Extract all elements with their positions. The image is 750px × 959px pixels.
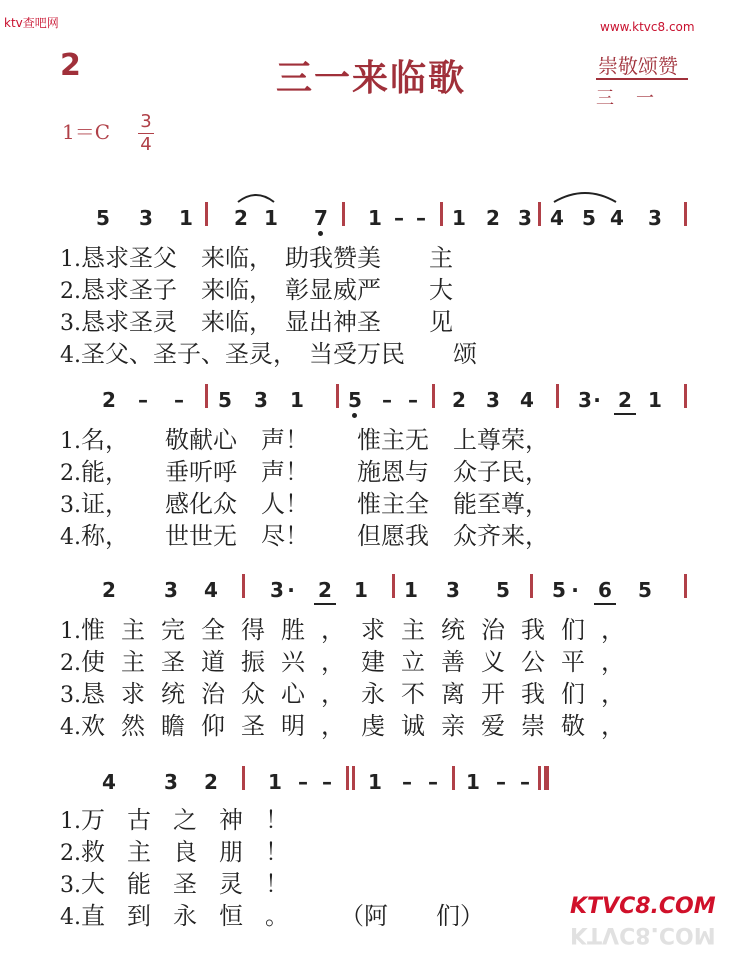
category-underline <box>596 78 688 80</box>
double-barline <box>352 766 355 790</box>
barline <box>242 574 245 598</box>
note: 1 <box>452 206 466 230</box>
note: 4 <box>550 206 564 230</box>
verse-number: 2. <box>60 841 81 866</box>
note: 2 <box>486 206 500 230</box>
note: 2 <box>234 206 248 230</box>
brand-reflection: KTVC8.COM <box>570 922 716 947</box>
lyric-row <box>60 238 453 273</box>
lyric-row <box>60 832 311 867</box>
low-dot <box>318 231 323 236</box>
note: 5 <box>496 578 510 602</box>
note: 3 <box>164 578 178 602</box>
verse-number: 4. <box>60 525 81 550</box>
watermark-left: ktv查吧网 <box>4 16 59 30</box>
verse-number: 1. <box>60 247 81 272</box>
lyric-row <box>60 420 549 455</box>
slur <box>552 188 618 204</box>
verse-number: 2. <box>60 651 81 676</box>
lyric-row <box>60 452 549 487</box>
note-dot: · <box>593 388 601 412</box>
verse-number: 4. <box>60 715 81 740</box>
verse-number: 1. <box>60 619 81 644</box>
song-title: 三一来临歌 <box>276 57 467 99</box>
lyric-row <box>60 484 549 519</box>
watermark-right: www.ktvc8.com <box>600 20 695 34</box>
note: 3 <box>648 206 662 230</box>
lyric-text: 圣父、圣子、圣灵， 当受万民 颂 <box>81 340 477 368</box>
time-sig-top: 3 <box>140 111 152 132</box>
lyric-text: 恳求统治众心，永不离开我们， <box>81 680 641 708</box>
barline <box>205 202 208 226</box>
verse-number: 3. <box>60 873 81 898</box>
barline <box>242 766 245 790</box>
lyric-text: 使主圣道振兴，建立善义公平， <box>81 648 641 676</box>
note-dot: · <box>287 578 295 602</box>
barline <box>342 202 345 226</box>
note: 4 <box>610 206 624 230</box>
lyric-row <box>60 334 477 369</box>
barline <box>684 574 687 598</box>
verse-number: 1. <box>60 429 81 454</box>
note: 1 <box>264 206 278 230</box>
note: – <box>416 206 426 230</box>
time-sig-bottom: 4 <box>140 134 152 155</box>
barline <box>684 384 687 408</box>
verse-number: 3. <box>60 311 81 336</box>
verse-number: 1. <box>60 809 81 834</box>
lyric-row <box>60 800 311 835</box>
barline <box>452 766 455 790</box>
page-number: 2 <box>60 48 81 83</box>
lyric-text: 能， 垂听呼 声！ 施恩与 众子民， <box>81 458 549 486</box>
note: 4 <box>204 578 218 602</box>
note: – <box>174 388 184 412</box>
lyric-row <box>60 674 641 709</box>
note: 1 <box>368 770 382 794</box>
lyric-text: 称， 世世无 尽！ 但愿我 众齐来， <box>81 522 549 550</box>
lyric-row <box>60 864 311 899</box>
end-barline <box>538 766 541 790</box>
note: 2 <box>204 770 218 794</box>
note: – <box>402 770 412 794</box>
lyric-text: 恳求圣父 来临， 助我赞美 主 <box>81 244 453 272</box>
lyric-row <box>60 706 641 741</box>
underline <box>314 603 336 605</box>
note: 1 <box>268 770 282 794</box>
note: – <box>138 388 148 412</box>
note: 3 <box>164 770 178 794</box>
barline <box>205 384 208 408</box>
lyric-text: 恳求圣灵 来临， 显出神圣 见 <box>81 308 453 336</box>
barline <box>432 384 435 408</box>
barline <box>556 384 559 408</box>
note: 5 <box>348 388 362 412</box>
lyric-row <box>60 896 311 931</box>
note: 5 <box>218 388 232 412</box>
lyric-row <box>60 642 641 677</box>
note: 3 <box>578 388 592 412</box>
verse-number: 2. <box>60 279 81 304</box>
barline <box>530 574 533 598</box>
barline <box>440 202 443 226</box>
amen-text: （阿 们） <box>340 902 484 930</box>
note: 5 <box>582 206 596 230</box>
brand-logo: KTVC8.COM <box>570 894 716 919</box>
note: – <box>394 206 404 230</box>
note: – <box>496 770 506 794</box>
note: 5 <box>552 578 566 602</box>
category-sub: 三 一 <box>596 88 656 109</box>
note: 2 <box>618 388 632 412</box>
note: 2 <box>102 388 116 412</box>
verse-number: 3. <box>60 493 81 518</box>
verse-number: 3. <box>60 683 81 708</box>
note: 2 <box>318 578 332 602</box>
verse-number: 2. <box>60 461 81 486</box>
note: 2 <box>452 388 466 412</box>
lyric-text: 名， 敬献心 声！ 惟主无 上尊荣， <box>81 426 549 454</box>
slur <box>236 190 276 204</box>
note: – <box>382 388 392 412</box>
note: 3 <box>518 206 532 230</box>
lyric-text: 救主良朋！ <box>81 838 311 866</box>
note: – <box>298 770 308 794</box>
lyric-row <box>60 610 641 645</box>
low-dot <box>352 413 357 418</box>
note: – <box>322 770 332 794</box>
key-signature: 1＝C <box>62 120 111 144</box>
note: 2 <box>102 578 116 602</box>
note-dot: · <box>571 578 579 602</box>
category-label: 崇敬颂赞 <box>598 54 678 78</box>
note: 3 <box>446 578 460 602</box>
note: 1 <box>368 206 382 230</box>
lyric-row <box>60 302 453 337</box>
note: 3 <box>270 578 284 602</box>
lyric-text: 欢然瞻仰圣明，虔诚亲爱崇敬， <box>81 712 641 740</box>
lyric-text: 恳求圣子 来临， 彰显威严 大 <box>81 276 453 304</box>
barline <box>392 574 395 598</box>
barline <box>538 202 541 226</box>
note: 3 <box>139 206 153 230</box>
double-barline <box>346 766 349 790</box>
note: 4 <box>102 770 116 794</box>
note: – <box>520 770 530 794</box>
note: – <box>408 388 418 412</box>
note: 5 <box>638 578 652 602</box>
lyric-row <box>60 270 453 305</box>
verse-number: 4. <box>60 343 81 368</box>
note: – <box>428 770 438 794</box>
note: 7 <box>314 206 328 230</box>
lyric-row <box>60 516 549 551</box>
note: 1 <box>179 206 193 230</box>
lyric-text: 证， 感化众 人！ 惟主全 能至尊， <box>81 490 549 518</box>
barline <box>336 384 339 408</box>
lyric-text: 万古之神！ <box>81 806 311 834</box>
note: 3 <box>486 388 500 412</box>
note: 6 <box>598 578 612 602</box>
lyric-text: 大能圣灵！ <box>81 870 311 898</box>
underline <box>594 603 616 605</box>
note: 5 <box>96 206 110 230</box>
lyric-text: 惟主完全得胜，求主统治我们， <box>81 616 641 644</box>
note: 1 <box>354 578 368 602</box>
note: 1 <box>404 578 418 602</box>
note: 1 <box>466 770 480 794</box>
end-barline <box>544 766 549 790</box>
lyric-text: 直到永恒。 <box>81 902 311 930</box>
time-signature <box>138 112 154 155</box>
verse-number: 4. <box>60 905 81 930</box>
note: 4 <box>520 388 534 412</box>
barline <box>684 202 687 226</box>
note: 3 <box>254 388 268 412</box>
underline <box>614 413 636 415</box>
note: 1 <box>290 388 304 412</box>
note: 1 <box>648 388 662 412</box>
